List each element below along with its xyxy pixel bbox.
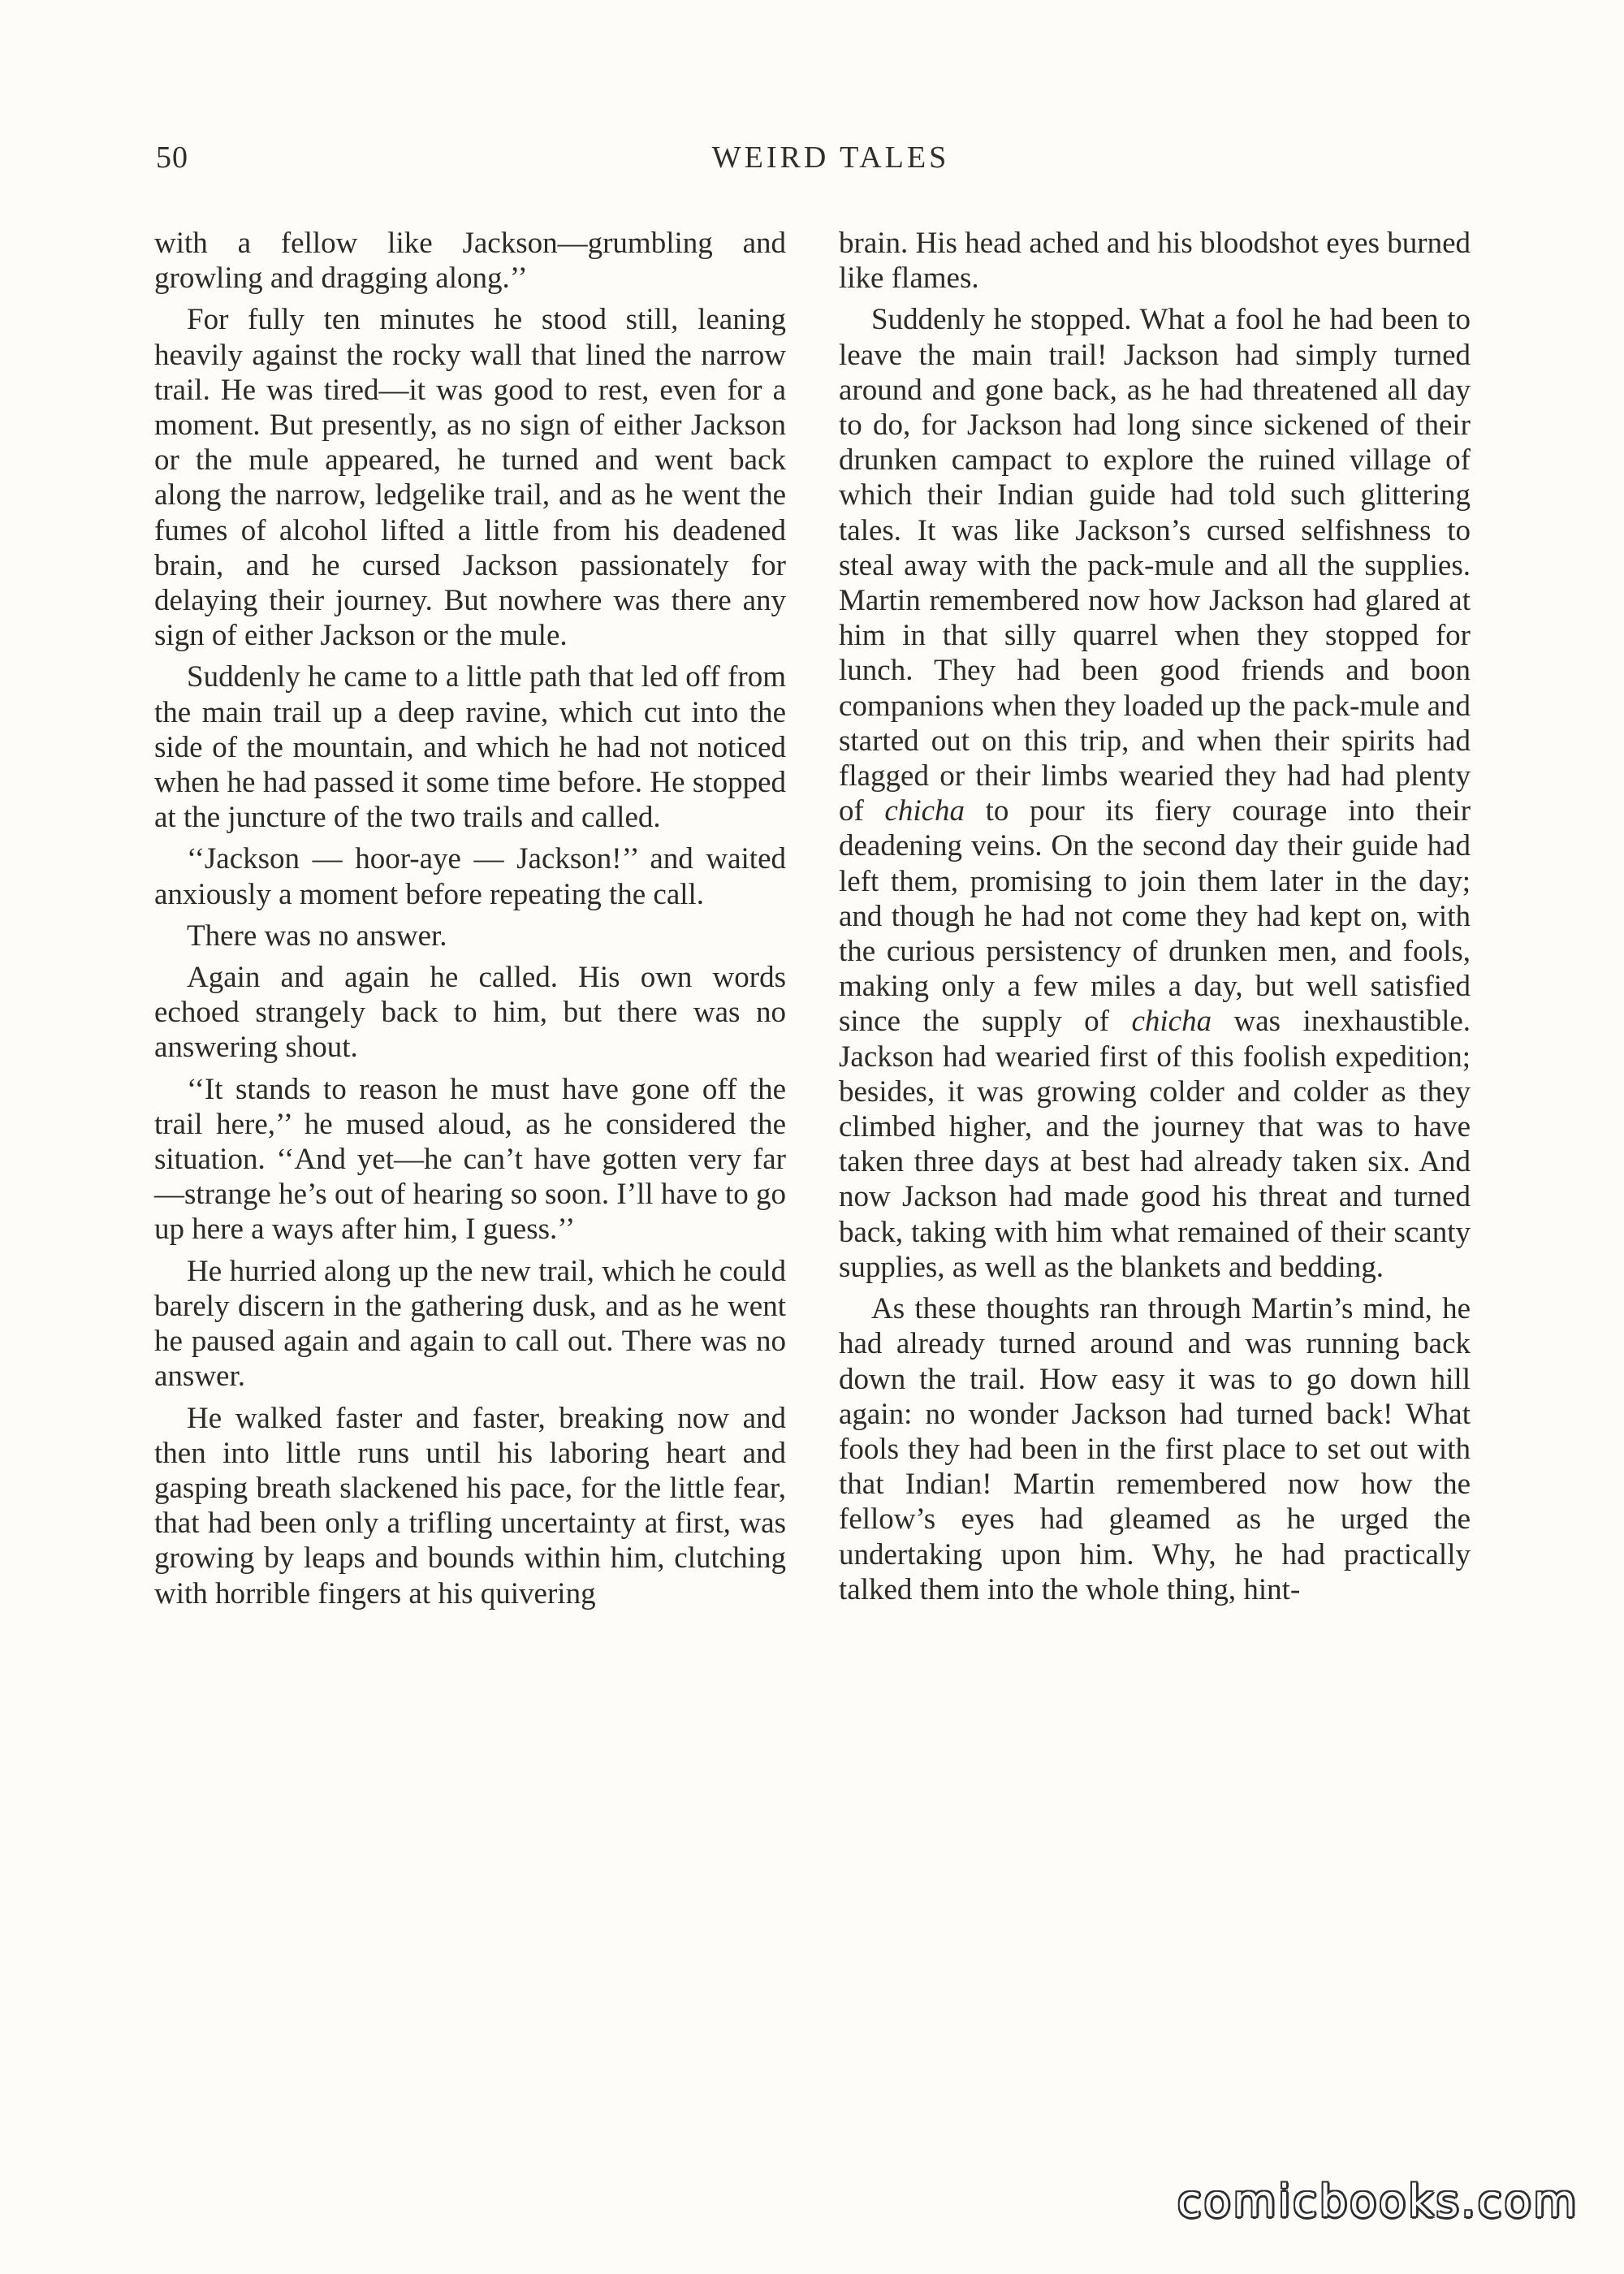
page-number: 50 [156, 141, 188, 175]
paragraph: He walked faster and faster, breaking now and then into little runs until his laboring heart and gasping breath slackened his pace, for the little fear, that had been only a trifling uncertainty at first, was growing by leaps and bounds within him, clutching with horrible fingers at his quivering [154, 1401, 786, 1610]
paragraph-text: was inexhaustible. Jackson had wearied first of this foolish expedition; besides, it was growing colder and colder as they climbed higher, and the journey that was to have taken three days at best had already taken six. And now Jackson had made good his threat and turned back, taking with him what remained of their scanty supplies, as well as the blankets and bedding. [839, 1005, 1471, 1284]
paragraph [839, 302, 1471, 1285]
paragraph: ‘‘It stands to reason he must have gone off the trail here,’’ he mused aloud, as he considered the situation. ‘‘And yet—he can’t have gotten very far—strange he’s out of hearing so soon. I’ll have to go up here a ways after him, I guess.’’ [154, 1072, 786, 1247]
paragraph: As these thoughts ran through Martin’s mind, he had already turned around and was running back down the trail. How easy it was to go down hill again: no wonder Jackson had turned back! What fools they had been in the first place to set out with that Indian! Martin remembered now how the fellow’s eyes had gleamed as he urged the undertaking upon him. Why, he had practically talked them into the whole thing, hint- [839, 1292, 1471, 1606]
paragraph: There was no answer. [187, 919, 447, 953]
paragraph-text: Suddenly he stopped. What a fool he had been to leave the main trail! Jackson had simply turned around and gone back, as he had threatened all day to do, for Jackson had long since sickened of their drunken campact to explore the ruined village of which their Indian guide had told such glittering tales. It was like Jackson’s cursed selfishness to steal away with the pack-mule and all the supplies. Martin remembered now how Jackson had glared at him in that silly quarrel when they stopped for lunch. They had been good friends and boon companions when they loaded up the pack-mule and started out on this trip, and when their spirits had flagged or their limbs wearied they had had plenty of [839, 303, 1471, 828]
text-column-right [839, 226, 1471, 1607]
paragraph: brain. His head ached and his bloodshot eyes burned like flames. [839, 227, 1471, 296]
paragraph: Again and again he called. His own words echoed strangely back to him, but there was no answering shout. [154, 961, 786, 1065]
paragraph: with a fellow like Jackson—grumbling and growling and dragging along.’’ [154, 227, 786, 296]
watermark-logo: comicbooks.com [1177, 2176, 1579, 2227]
italic-term: chicha [884, 794, 965, 828]
text-column-left [154, 226, 786, 1611]
paragraph-text: to pour its fiery courage into their deadening veins. On the second day their guide had left them, promising to join them later in the day; and though he had not come they had kept on, with the curious persistency of drunken men, and fools, making only a few miles a day, but well satisfied since the supply of [839, 794, 1471, 1039]
paragraph: For fully ten minutes he stood still, leaning heavily against the rocky wall that lined the narrow trail. He was tired—it was good to rest, even for a moment. But presently, as no sign of either Jackson or the mule appeared, he turned and went back along the narrow, ledgelike trail, and as he went the fumes of alcohol lifted a little from his deadened brain, and he cursed Jackson passionately for delaying their journey. But nowhere was there any sign of either Jackson or the mule. [154, 303, 786, 653]
running-head-title: WEIRD TALES [711, 141, 950, 175]
italic-term: chicha [1131, 1005, 1212, 1039]
paragraph: He hurried along up the new trail, which he could barely discern in the gathering dusk, and as he went he paused again and again to call out. There was no answer. [154, 1254, 786, 1394]
paragraph: ‘‘Jackson — hoor-aye — Jackson!’’ and waited anxiously a moment before repeating the call. [154, 842, 786, 911]
paragraph: Suddenly he came to a little path that led off from the main trail up a deep ravine, which cut into the side of the mountain, and which he had not noticed when he had passed it some time before. He stopped at the juncture of the two trails and called. [154, 660, 786, 835]
